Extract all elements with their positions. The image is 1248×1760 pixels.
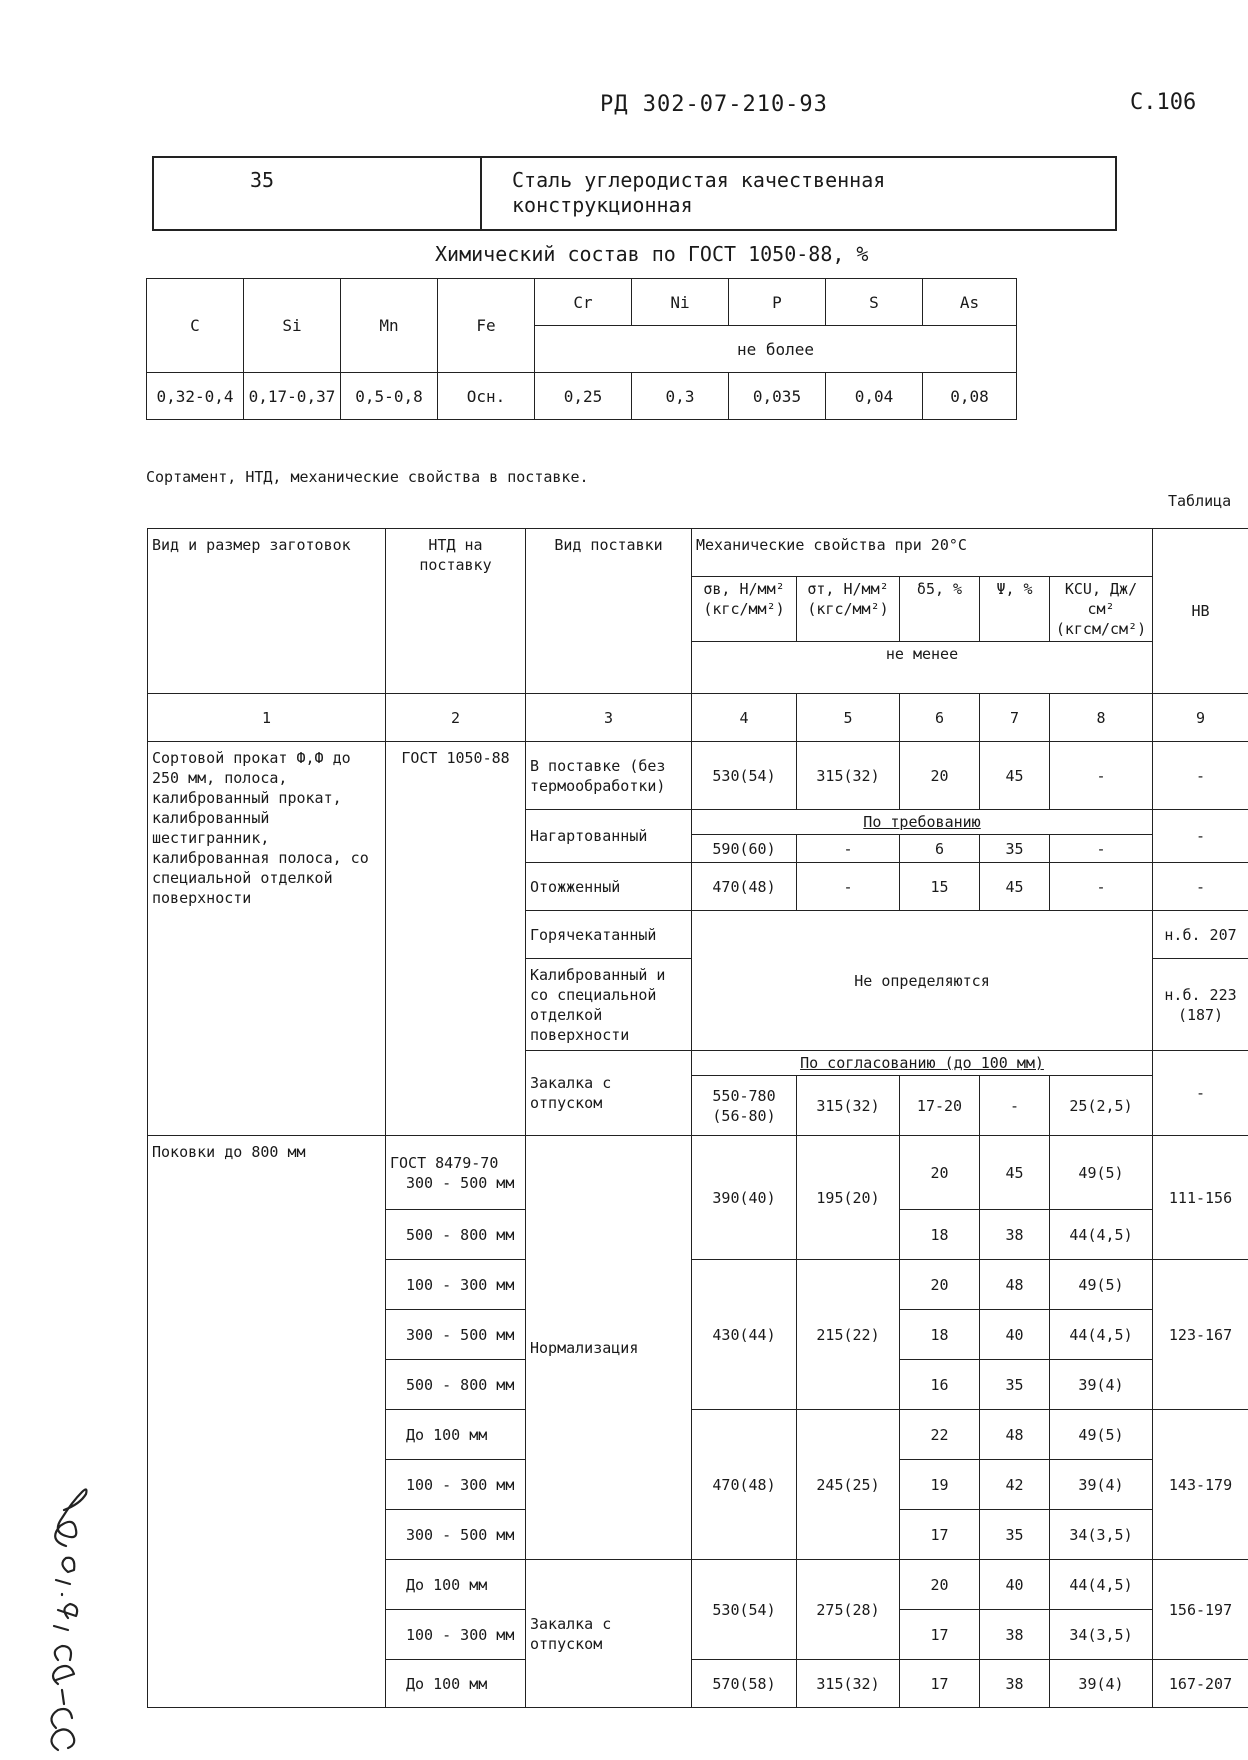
chem-col-as: As — [923, 279, 1017, 326]
column-number: 3 — [526, 694, 692, 742]
delta-value: 16 — [900, 1360, 980, 1410]
kcu-value: 49(5) — [1050, 1260, 1153, 1310]
page-number: С.106 — [1130, 90, 1197, 115]
chem-col-fe: Fe — [438, 279, 535, 373]
delta-value: 17 — [900, 1660, 980, 1708]
forging-size: 100 - 300 мм — [386, 1460, 526, 1510]
chem-value: 0,04 — [826, 373, 923, 420]
delta-value: 20 — [900, 1260, 980, 1310]
delta-value: 6 — [900, 835, 980, 863]
chem-col-mn: Mn — [341, 279, 438, 373]
chem-value: 0,3 — [632, 373, 729, 420]
header-hb: НВ — [1153, 529, 1248, 694]
column-number: 9 — [1153, 694, 1248, 742]
handwritten-signature — [28, 1480, 128, 1755]
chem-col-cr: Cr — [535, 279, 632, 326]
forging-ntd: ГОСТ 8479-70 — [390, 1153, 499, 1172]
hb-value: - — [1153, 1051, 1248, 1136]
kcu-value: 25(2,5) — [1050, 1076, 1153, 1136]
supply-type: В поставке (без термообработки) — [526, 742, 692, 810]
hb-value: - — [1153, 810, 1248, 863]
forging-size: 100 - 300 мм — [386, 1260, 526, 1310]
delta-value: 15 — [900, 863, 980, 911]
chem-table — [146, 278, 1017, 420]
header-sigma-t — [797, 577, 900, 642]
psi-value: 38 — [980, 1210, 1050, 1260]
chem-values-row — [147, 373, 1017, 420]
sigma-b-value: 390(40) — [692, 1136, 797, 1260]
forging-size: 500 - 800 мм — [386, 1360, 526, 1410]
psi-value: 35 — [980, 835, 1050, 863]
delta-value: 17 — [900, 1510, 980, 1560]
header-mech: Механические свойства при 20°С — [692, 529, 1153, 577]
delta-value: 17-20 — [900, 1076, 980, 1136]
header-sigma-b — [692, 577, 797, 642]
grade-name-line1: Сталь углеродистая качественная — [512, 168, 886, 192]
sigma-t-value: 315(32) — [797, 1660, 900, 1708]
document-code: РД 302-07-210-93 — [600, 92, 828, 117]
sigma-b-value: 470(48) — [692, 863, 797, 911]
hb-value-line1: н.б. 223 — [1164, 985, 1237, 1004]
kcu-value: 39(4) — [1050, 1660, 1153, 1708]
forging-size: До 100 мм — [386, 1660, 526, 1708]
header-ntd: НТД на поставку — [386, 529, 526, 694]
not-determined-note: Не определяются — [692, 911, 1153, 1051]
chem-value: 0,08 — [923, 373, 1017, 420]
column-number: 5 — [797, 694, 900, 742]
forging-size: 100 - 300 мм — [386, 1610, 526, 1660]
psi-value: 45 — [980, 742, 1050, 810]
supply-normalization: Нормализация — [526, 1136, 692, 1560]
hb-value — [1153, 959, 1248, 1051]
hb-value: 123-167 — [1153, 1260, 1248, 1410]
hb-value: н.б. 207 — [1153, 911, 1248, 959]
supply-quench: Закалка с отпуском — [526, 1560, 692, 1708]
psi-value: 38 — [980, 1610, 1050, 1660]
forging-size: До 100 мм — [386, 1560, 526, 1610]
column-number: 2 — [386, 694, 526, 742]
forging-size: 300 - 500 мм — [386, 1510, 526, 1560]
delta-value: 18 — [900, 1310, 980, 1360]
sigma-t-value: - — [797, 863, 900, 911]
chem-value: 0,035 — [729, 373, 826, 420]
header-psi: Ψ, % — [980, 577, 1050, 642]
chem-col-c: C — [147, 279, 244, 373]
header-kcu-line1: KCU, Дж/см² — [1064, 580, 1138, 618]
delta-value: 20 — [900, 1136, 980, 1210]
sigma-b-value: 570(58) — [692, 1660, 797, 1708]
delta-value: 22 — [900, 1410, 980, 1460]
grade-box — [152, 156, 1117, 231]
rolled-description: Сортовой прокат Ф,Ф до 250 мм, полоса, калиброванный прокат, калиброванный шестигранник, калиброванная полоса, со специальной отделкой поверхности — [148, 742, 386, 1136]
kcu-value: - — [1050, 863, 1153, 911]
header-sigma-t-line1: σт, Н/мм² — [807, 580, 889, 598]
header-sigma-b-line1: σв, Н/мм² — [703, 580, 785, 598]
supply-type: Нагартованный — [526, 810, 692, 863]
hb-value: 143-179 — [1153, 1410, 1248, 1560]
header-not-less: не менее — [692, 642, 1153, 694]
kcu-value: 44(4,5) — [1050, 1560, 1153, 1610]
psi-value: 35 — [980, 1360, 1050, 1410]
grade-name-line2: конструкционная — [512, 193, 693, 217]
assortment-title: Сортамент, НТД, механические свойства в поставке. — [146, 468, 589, 486]
by-request-note: По требованию — [692, 810, 1153, 835]
sigma-t-value: 215(22) — [797, 1260, 900, 1410]
forging-size: 500 - 800 мм — [386, 1210, 526, 1260]
kcu-value: 44(4,5) — [1050, 1210, 1153, 1260]
sigma-t-value: 195(20) — [797, 1136, 900, 1260]
chem-not-more: не более — [535, 326, 1017, 373]
kcu-value: 44(4,5) — [1050, 1310, 1153, 1360]
kcu-value: 39(4) — [1050, 1460, 1153, 1510]
column-number: 4 — [692, 694, 797, 742]
chem-col-s: S — [826, 279, 923, 326]
forging-size — [386, 1136, 526, 1210]
hb-value: - — [1153, 863, 1248, 911]
psi-value: 45 — [980, 1136, 1050, 1210]
supply-type: Калиброванный и со специальной отделкой поверхности — [526, 959, 692, 1051]
kcu-value: - — [1050, 742, 1153, 810]
sigma-b-value: 530(54) — [692, 742, 797, 810]
column-number: 8 — [1050, 694, 1153, 742]
sigma-t-value: 275(28) — [797, 1560, 900, 1660]
table-label: Таблица — [1168, 492, 1232, 510]
header-kcu — [1050, 577, 1153, 642]
header-size: Вид и размер заготовок — [148, 529, 386, 694]
by-agreement-note: По согласованию (до 100 мм) — [692, 1051, 1153, 1076]
chem-value: 0,25 — [535, 373, 632, 420]
kcu-value: 34(3,5) — [1050, 1510, 1153, 1560]
kcu-value: - — [1050, 835, 1153, 863]
chem-col-p: P — [729, 279, 826, 326]
forgings-description: Поковки до 800 мм — [148, 1136, 386, 1708]
kcu-value: 39(4) — [1050, 1360, 1153, 1410]
sigma-b-value: 430(44) — [692, 1260, 797, 1410]
header-supply: Вид поставки — [526, 529, 692, 694]
psi-value: 35 — [980, 1510, 1050, 1560]
hb-value: 167-207 — [1153, 1660, 1248, 1708]
grade-name — [482, 158, 1115, 229]
supply-type: Отожженный — [526, 863, 692, 911]
header-sigma-t-line2: (кгс/мм²) — [807, 600, 889, 618]
hb-value: - — [1153, 742, 1248, 810]
chem-value: 0,17-0,37 — [244, 373, 341, 420]
forging-size: До 100 мм — [386, 1410, 526, 1460]
psi-value: 38 — [980, 1660, 1050, 1708]
kcu-value: 49(5) — [1050, 1410, 1153, 1460]
column-number: 6 — [900, 694, 980, 742]
forging-size: 300 - 500 мм — [386, 1310, 526, 1360]
properties-table — [147, 528, 1248, 1708]
psi-value: 40 — [980, 1310, 1050, 1360]
chem-col-ni: Ni — [632, 279, 729, 326]
sigma-b-value: 550-780 (56-80) — [692, 1076, 797, 1136]
sigma-t-value: 315(32) — [797, 742, 900, 810]
chem-col-si: Si — [244, 279, 341, 373]
psi-value: 48 — [980, 1260, 1050, 1310]
kcu-value: 34(3,5) — [1050, 1610, 1153, 1660]
psi-value: 45 — [980, 863, 1050, 911]
chem-value: Осн. — [438, 373, 535, 420]
sigma-b-value: 470(48) — [692, 1410, 797, 1560]
grade-code: 35 — [154, 158, 482, 229]
supply-type: Закалка с отпуском — [526, 1051, 692, 1136]
sigma-t-value: 315(32) — [797, 1076, 900, 1136]
header-delta: δ5, % — [900, 577, 980, 642]
kcu-value: 49(5) — [1050, 1136, 1153, 1210]
table-row — [148, 742, 1248, 810]
psi-value: 42 — [980, 1460, 1050, 1510]
hb-value: 111-156 — [1153, 1136, 1248, 1260]
column-number-row — [148, 694, 1248, 742]
hb-value-line2: (187) — [1177, 1005, 1224, 1024]
supply-type: Горячекатанный — [526, 911, 692, 959]
chem-title: Химический состав по ГОСТ 1050-88, % — [435, 242, 869, 266]
psi-value: 48 — [980, 1410, 1050, 1460]
hb-value: 156-197 — [1153, 1560, 1248, 1660]
column-number: 1 — [148, 694, 386, 742]
column-number: 7 — [980, 694, 1050, 742]
chem-value: 0,32-0,4 — [147, 373, 244, 420]
table-row — [148, 1136, 1248, 1210]
delta-value: 17 — [900, 1610, 980, 1660]
sigma-b-value: 590(60) — [692, 835, 797, 863]
sigma-b-value: 530(54) — [692, 1560, 797, 1660]
chem-value: 0,5-0,8 — [341, 373, 438, 420]
forging-size-text: 300 - 500 мм — [406, 1173, 515, 1192]
sigma-t-value: 245(25) — [797, 1410, 900, 1560]
sigma-t-value: - — [797, 835, 900, 863]
header-sigma-b-line2: (кгс/мм²) — [703, 600, 785, 618]
delta-value: 20 — [900, 1560, 980, 1610]
psi-value: 40 — [980, 1560, 1050, 1610]
psi-value: - — [980, 1076, 1050, 1136]
delta-value: 20 — [900, 742, 980, 810]
header-kcu-line2: (кгсм/см²) — [1055, 620, 1147, 638]
delta-value: 19 — [900, 1460, 980, 1510]
rolled-ntd: ГОСТ 1050-88 — [386, 742, 526, 1136]
delta-value: 18 — [900, 1210, 980, 1260]
